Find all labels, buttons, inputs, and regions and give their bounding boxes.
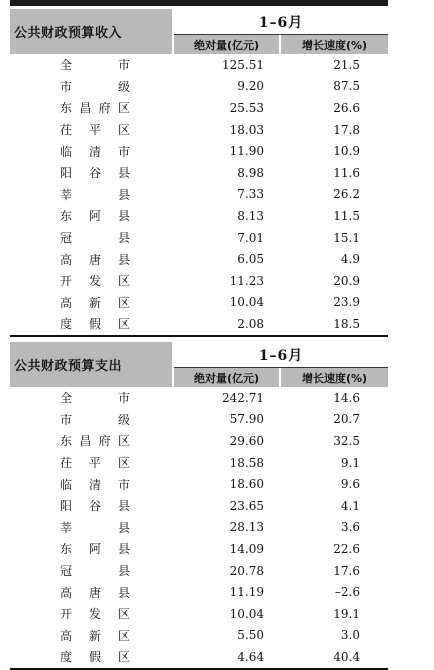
region-name: 开发区 bbox=[60, 607, 130, 622]
table-row bbox=[10, 292, 388, 314]
region-name-cell bbox=[10, 272, 174, 289]
region-name: 市 级 bbox=[60, 412, 130, 427]
table-row bbox=[10, 581, 388, 603]
region-name-cell bbox=[10, 186, 174, 203]
income-table-title: 公共财政预算收入 bbox=[10, 9, 172, 54]
region-name: 茌平区 bbox=[60, 456, 130, 471]
table-row bbox=[10, 409, 388, 431]
growth-rate: 20.7 bbox=[333, 412, 360, 427]
table-row bbox=[10, 162, 388, 184]
region-name: 阳谷县 bbox=[60, 166, 130, 181]
growth-rate: 26.6 bbox=[333, 100, 360, 115]
absolute-value: 7.01 bbox=[237, 230, 264, 245]
expenditure-table bbox=[10, 342, 388, 670]
region-name-cell bbox=[10, 229, 174, 246]
growth-rate: 3.0 bbox=[340, 628, 360, 643]
growth-rate: 11.5 bbox=[333, 208, 360, 223]
region-name: 全 市 bbox=[60, 391, 130, 406]
income-col-absolute: 绝对量(亿元) bbox=[174, 35, 279, 54]
region-name-cell bbox=[10, 294, 174, 311]
growth-rate: 20.9 bbox=[333, 273, 360, 288]
table-row bbox=[10, 560, 388, 582]
table-row bbox=[10, 538, 388, 560]
growth-rate: 19.1 bbox=[333, 606, 360, 621]
growth-rate: 18.5 bbox=[333, 316, 360, 331]
growth-rate: 4.9 bbox=[340, 252, 360, 267]
table-row bbox=[10, 227, 388, 249]
growth-rate: 21.5 bbox=[333, 57, 360, 72]
expenditure-table-body bbox=[10, 387, 388, 668]
absolute-value: 125.51 bbox=[222, 57, 264, 72]
table-row bbox=[10, 205, 388, 227]
absolute-value: 8.13 bbox=[237, 208, 264, 223]
region-name: 高新区 bbox=[60, 628, 130, 643]
absolute-value: 11.19 bbox=[229, 585, 264, 600]
top-banner bbox=[10, 0, 388, 6]
income-table-header bbox=[10, 9, 388, 54]
absolute-value: 10.04 bbox=[229, 606, 264, 621]
expenditure-table-title: 公共财政预算支出 bbox=[10, 342, 172, 387]
income-table-body bbox=[10, 54, 388, 335]
table-row bbox=[10, 517, 388, 539]
absolute-value: 242.71 bbox=[222, 390, 264, 405]
growth-rate: 23.9 bbox=[333, 295, 360, 310]
absolute-value: 18.60 bbox=[229, 477, 264, 492]
region-name: 开发区 bbox=[60, 274, 130, 289]
growth-rate: 17.8 bbox=[333, 122, 360, 137]
growth-rate: 87.5 bbox=[333, 79, 360, 94]
region-name: 茌平区 bbox=[60, 123, 130, 138]
absolute-value: 11.23 bbox=[229, 273, 264, 288]
region-name-cell bbox=[10, 164, 174, 181]
income-table-bottom-rule bbox=[10, 335, 388, 337]
expenditure-period-label: 1–6月 bbox=[258, 347, 304, 364]
region-name: 东阿县 bbox=[60, 542, 130, 557]
income-table bbox=[10, 9, 388, 337]
absolute-value: 20.78 bbox=[229, 563, 264, 578]
absolute-value: 29.60 bbox=[229, 433, 264, 448]
growth-rate: 17.6 bbox=[333, 563, 360, 578]
region-name-cell bbox=[10, 540, 174, 557]
region-name-cell bbox=[10, 56, 174, 73]
table-row bbox=[10, 97, 388, 119]
absolute-value: 11.90 bbox=[229, 144, 264, 159]
absolute-value: 2.08 bbox=[237, 316, 264, 331]
region-name-cell bbox=[10, 627, 174, 644]
table-row bbox=[10, 430, 388, 452]
region-name-cell bbox=[10, 497, 174, 514]
expenditure-table-header bbox=[10, 342, 388, 387]
region-name-cell bbox=[10, 78, 174, 95]
region-name: 莘 县 bbox=[60, 520, 130, 535]
expenditure-col-growth: 增长速度(%) bbox=[281, 368, 388, 387]
region-name: 高唐县 bbox=[60, 585, 130, 600]
table-row bbox=[10, 119, 388, 141]
expenditure-table-bottom-rule bbox=[10, 668, 388, 670]
growth-rate: 10.9 bbox=[333, 144, 360, 159]
table-row bbox=[10, 76, 388, 98]
growth-rate: 40.4 bbox=[333, 649, 360, 664]
table-row bbox=[10, 248, 388, 270]
region-name: 冠 县 bbox=[60, 231, 130, 246]
region-name-cell bbox=[10, 605, 174, 622]
growth-rate: –2.6 bbox=[334, 585, 360, 600]
region-name-cell bbox=[10, 648, 174, 665]
region-name: 莘 县 bbox=[60, 187, 130, 202]
region-name-cell bbox=[10, 454, 174, 471]
table-row bbox=[10, 603, 388, 625]
region-name-cell bbox=[10, 411, 174, 428]
growth-rate: 9.1 bbox=[340, 455, 360, 470]
region-name-cell bbox=[10, 584, 174, 601]
table-row bbox=[10, 625, 388, 647]
absolute-value: 57.90 bbox=[229, 412, 264, 427]
table-row bbox=[10, 140, 388, 162]
growth-rate: 11.6 bbox=[333, 165, 360, 180]
table-row bbox=[10, 54, 388, 76]
region-name-cell bbox=[10, 476, 174, 493]
region-name-cell bbox=[10, 251, 174, 268]
absolute-value: 28.13 bbox=[229, 520, 264, 535]
growth-rate: 15.1 bbox=[333, 230, 360, 245]
growth-rate: 22.6 bbox=[333, 541, 360, 556]
region-name-cell bbox=[10, 143, 174, 160]
growth-rate: 14.6 bbox=[333, 390, 360, 405]
region-name-cell bbox=[10, 562, 174, 579]
absolute-value: 14.09 bbox=[229, 541, 264, 556]
absolute-value: 9.20 bbox=[237, 79, 264, 94]
region-name: 市 级 bbox=[60, 79, 130, 94]
table-row bbox=[10, 387, 388, 409]
growth-rate: 32.5 bbox=[333, 433, 360, 448]
growth-rate: 26.2 bbox=[333, 187, 360, 202]
region-name: 全 市 bbox=[60, 58, 130, 73]
region-name: 东昌府区 bbox=[60, 434, 130, 449]
region-name-cell bbox=[10, 432, 174, 449]
absolute-value: 18.03 bbox=[229, 122, 264, 137]
region-name-cell bbox=[10, 389, 174, 406]
absolute-value: 10.04 bbox=[229, 295, 264, 310]
region-name-cell bbox=[10, 315, 174, 332]
absolute-value: 7.33 bbox=[237, 187, 264, 202]
region-name-cell bbox=[10, 207, 174, 224]
region-name-cell bbox=[10, 519, 174, 536]
region-name: 冠 县 bbox=[60, 564, 130, 579]
growth-rate: 3.6 bbox=[340, 520, 360, 535]
income-col-growth: 增长速度(%) bbox=[281, 35, 388, 54]
region-name: 东昌府区 bbox=[60, 101, 130, 116]
region-name: 临清市 bbox=[60, 144, 130, 159]
absolute-value: 23.65 bbox=[229, 498, 264, 513]
table-row bbox=[10, 495, 388, 517]
region-name: 度假区 bbox=[60, 317, 130, 332]
income-period-label: 1–6月 bbox=[258, 14, 304, 31]
table-row bbox=[10, 646, 388, 668]
growth-rate: 9.6 bbox=[340, 477, 360, 492]
absolute-value: 4.64 bbox=[237, 649, 264, 664]
growth-rate: 4.1 bbox=[340, 498, 360, 513]
table-row bbox=[10, 473, 388, 495]
region-name-cell bbox=[10, 121, 174, 138]
region-name: 高新区 bbox=[60, 295, 130, 310]
absolute-value: 5.50 bbox=[237, 628, 264, 643]
table-row bbox=[10, 313, 388, 335]
region-name: 东阿县 bbox=[60, 209, 130, 224]
region-name: 高唐县 bbox=[60, 252, 130, 267]
absolute-value: 18.58 bbox=[229, 455, 264, 470]
expenditure-col-absolute: 绝对量(亿元) bbox=[174, 368, 279, 387]
absolute-value: 25.53 bbox=[229, 100, 264, 115]
table-row bbox=[10, 184, 388, 206]
region-name: 度假区 bbox=[60, 650, 130, 665]
table-row bbox=[10, 270, 388, 292]
table-row bbox=[10, 452, 388, 474]
region-name: 临清市 bbox=[60, 477, 130, 492]
absolute-value: 6.05 bbox=[237, 252, 264, 267]
region-name-cell bbox=[10, 99, 174, 116]
absolute-value: 8.98 bbox=[237, 165, 264, 180]
region-name: 阳谷县 bbox=[60, 499, 130, 514]
